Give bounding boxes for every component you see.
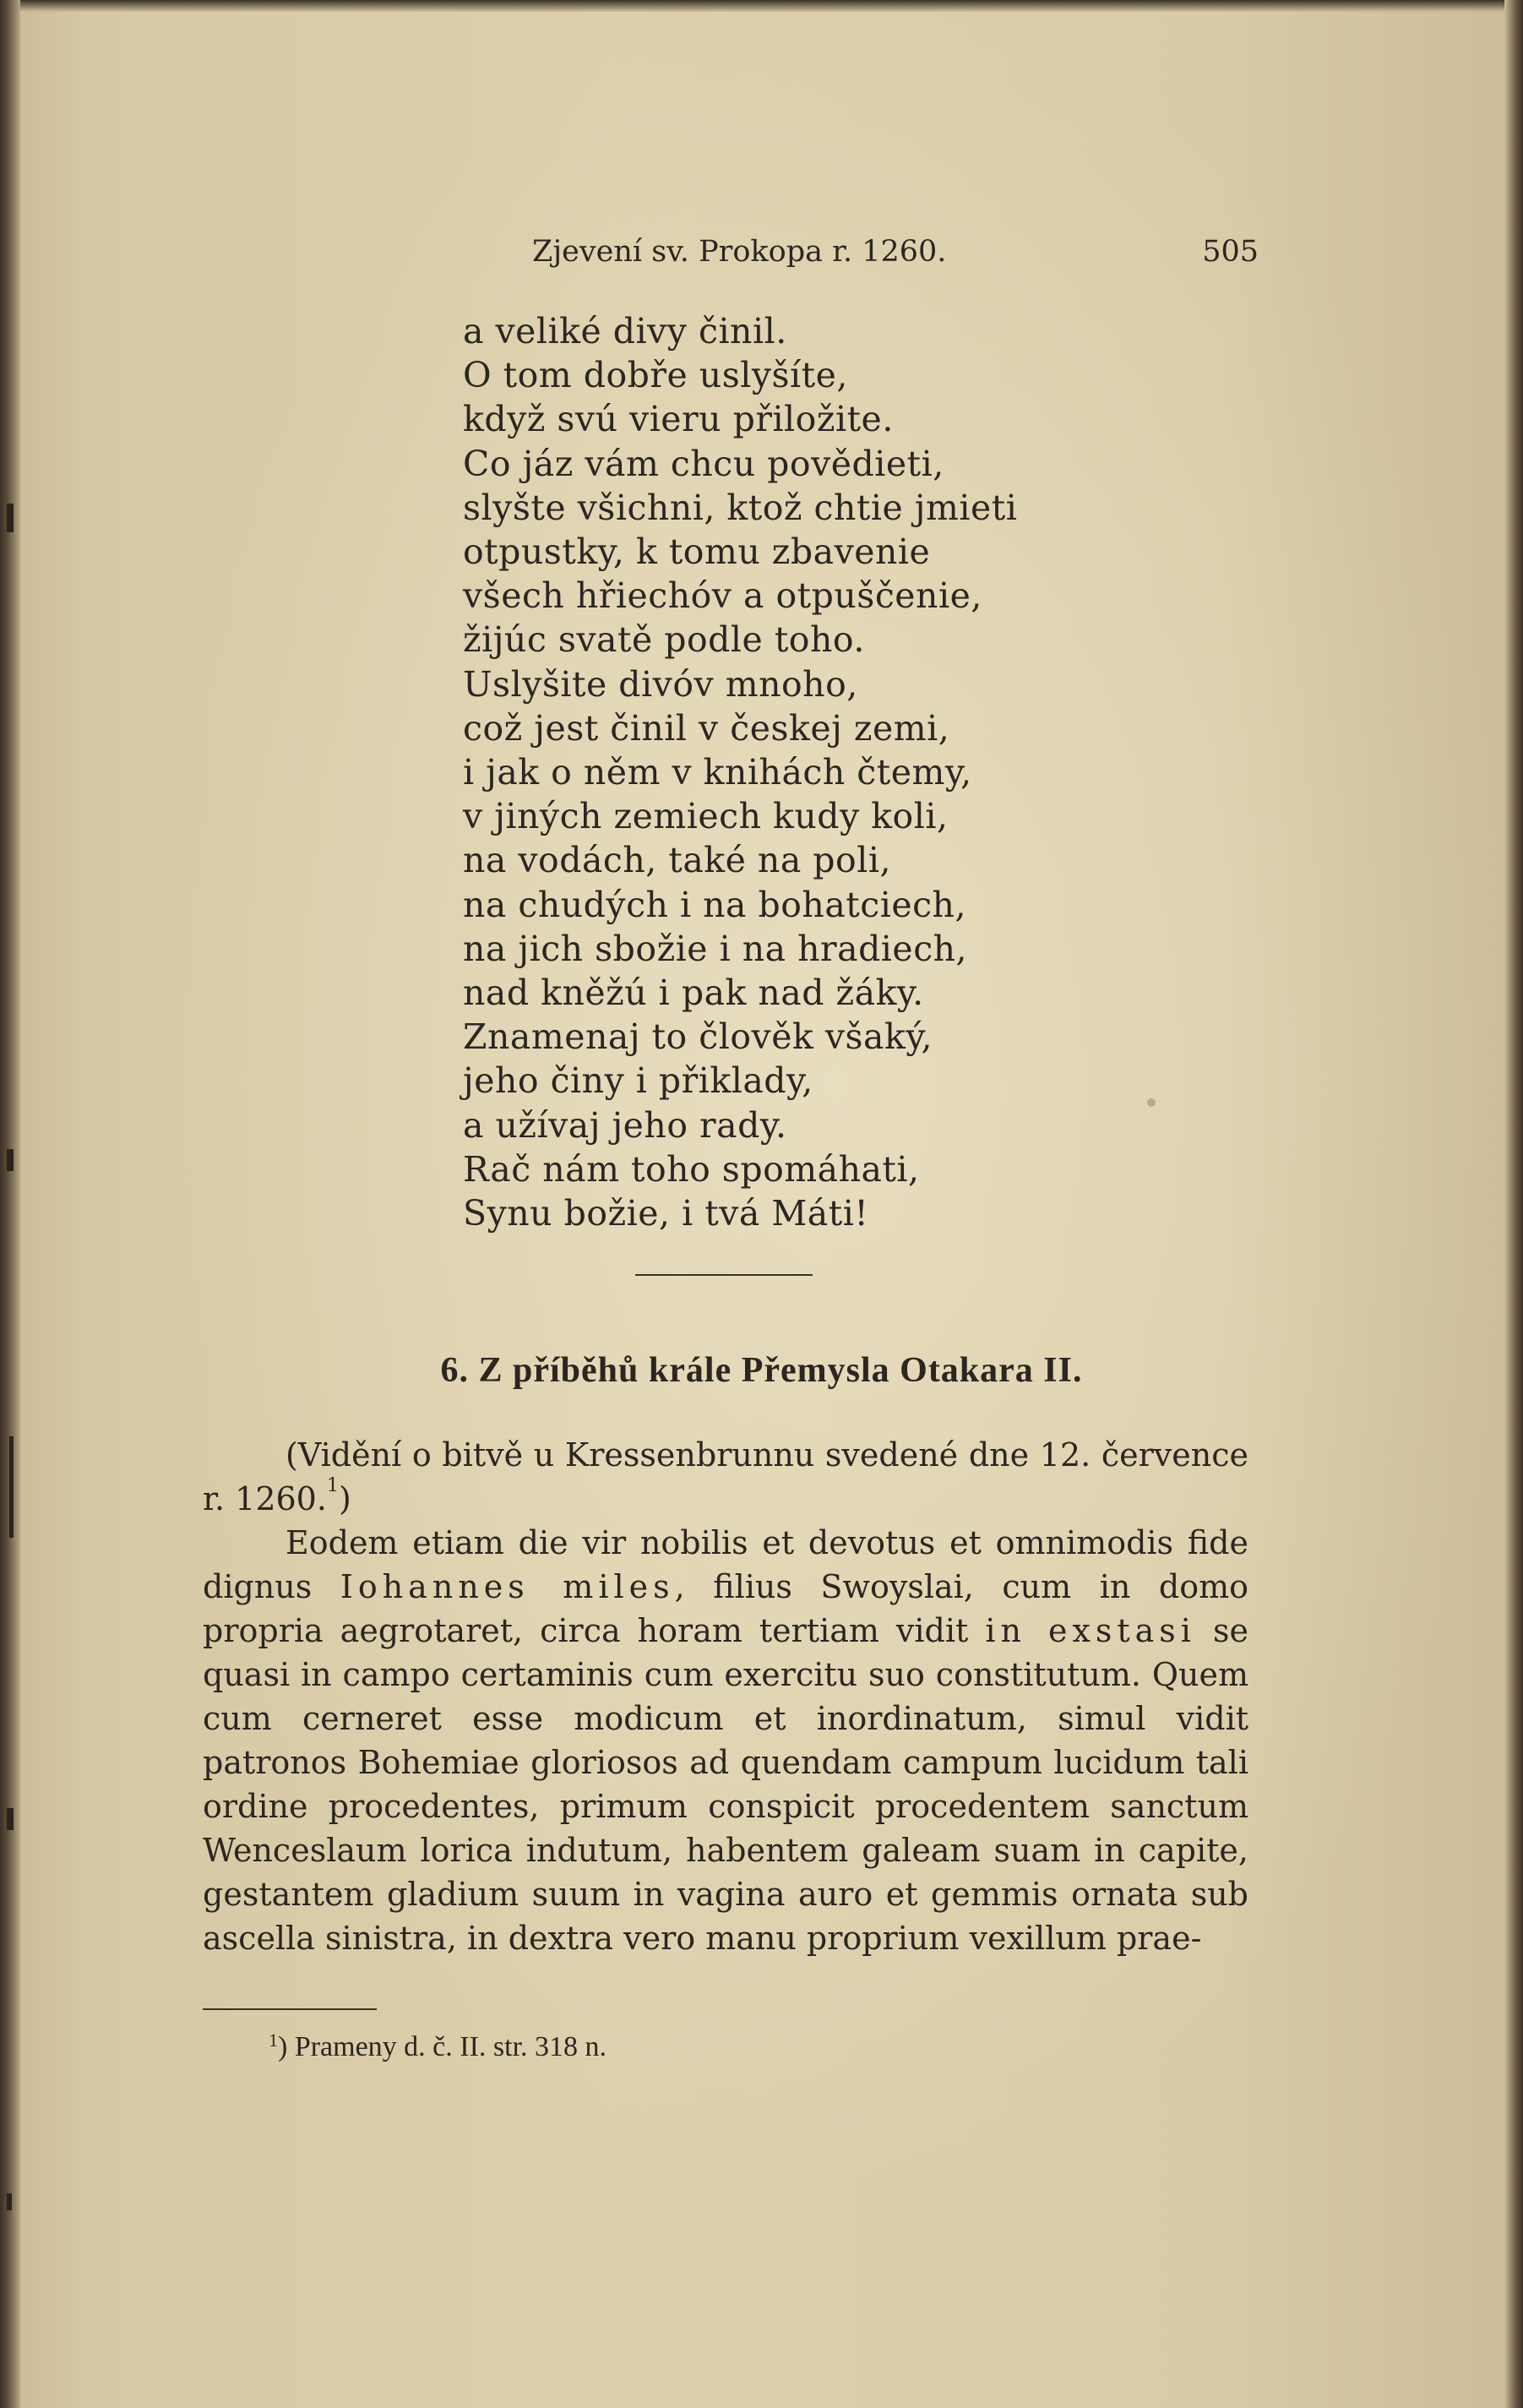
section-divider [635, 1274, 813, 1276]
footnote-rule [203, 2008, 377, 2010]
poem-line: otpustky, k tomu zbavenie [463, 531, 931, 573]
binding-mark [7, 504, 14, 532]
section-heading: 6. Z příběhů krále Přemysla Otakara II. [440, 1351, 1083, 1390]
poem-line: v jiných zemiech kudy koli, [463, 796, 949, 837]
footnote [269, 2031, 606, 2063]
footnote-reference: 1 [326, 1475, 339, 1496]
binding-mark [9, 1436, 14, 1538]
section-subtitle [203, 1433, 1248, 1521]
page-right-edge [1504, 0, 1523, 2408]
poem-line: na jich sbožie i na hradiech, [463, 928, 968, 969]
poem-line: Uslyšite divóv mnoho, [463, 663, 858, 705]
binding-mark [7, 1149, 14, 1171]
poem-line: jeho činy i přiklady, [463, 1060, 813, 1102]
running-title: Zjevení sv. Prokopa r. 1260. [532, 235, 947, 269]
section-body [203, 1433, 1248, 1960]
paragraph-text: se quasi in campo certaminis cum exercitu suo constitutum. Quem cum cerneret esse modicum et inordinatum, simul vidit patronos Bohemiae gloriosos ad quendam campum lucidum tali ordine procedentes, primum conspicit procedentem sanctum Wenceslaum lorica indutum, habentem galeam suam in capite, gestantem gladium suum in vagina auro et gemmis ornata sub ascella sinistra, in dextra vero manu proprium vexillum prae- [203, 1612, 1248, 1957]
binding-mark [7, 1808, 14, 1830]
poem-line: nad kněžú i pak nad žáky. [463, 972, 924, 1014]
paragraph-text: Eodem etiam die vir nobilis et devotus et omnimodis fide dignus [203, 1524, 1248, 1605]
poem-line: a veliké divy činil. [463, 311, 787, 351]
poem-line: O tom dobře uslyšíte, [463, 355, 848, 396]
emphasized-phrase: in exstasi [985, 1612, 1196, 1649]
footnote-marker: 1 [269, 2029, 278, 2051]
poem-line: všech hřiechóv a otpuščenie, [463, 575, 982, 617]
subtitle-close: ) [338, 1480, 351, 1517]
poem-line: i jak o něm v knihách čtemy, [463, 752, 972, 793]
paragraph-text: , filius Swoyslai, cum in domo propria aegrotaret, circa horam tertiam vidit [203, 1568, 1248, 1649]
page-top-edge [0, 0, 1523, 12]
poem-line: když svú vieru přiložite. [463, 399, 894, 440]
poem-line: Co jáz vám chcu povědieti, [463, 443, 944, 484]
subtitle-text: (Vidění o bitvě u Kressenbrunnu svedené dne 12. července r. 1260. [203, 1436, 1248, 1517]
binding-edge [0, 0, 20, 2408]
poem-line: Rač nám toho spomáhati, [463, 1148, 920, 1190]
poem-line: což jest činil v českej zemi, [463, 707, 950, 749]
poem-line: žijúc svatě podle toho. [463, 619, 865, 661]
poem-line: na chudých i na bohatciech, [463, 884, 966, 925]
poem-line: Znamenaj to člověk všaký, [463, 1016, 933, 1058]
emphasized-name: Iohannes miles [340, 1568, 675, 1605]
poem-line: Synu božie, i tvá Máti! [463, 1193, 869, 1234]
poem-line: a užívaj jeho rady. [463, 1104, 787, 1146]
footnote-text: ) Prameny d. č. II. str. 318 n. [278, 2031, 607, 2062]
poem-line: na vodách, také na poli, [463, 840, 891, 881]
page-number: 505 [1202, 235, 1259, 269]
paper-spot [1147, 1098, 1156, 1107]
latin-paragraph [203, 1521, 1248, 1960]
binding-mark [7, 2193, 12, 2210]
poem-line: slyšte všichni, ktož chtie jmieti [463, 487, 1018, 528]
poem [463, 309, 1017, 1235]
